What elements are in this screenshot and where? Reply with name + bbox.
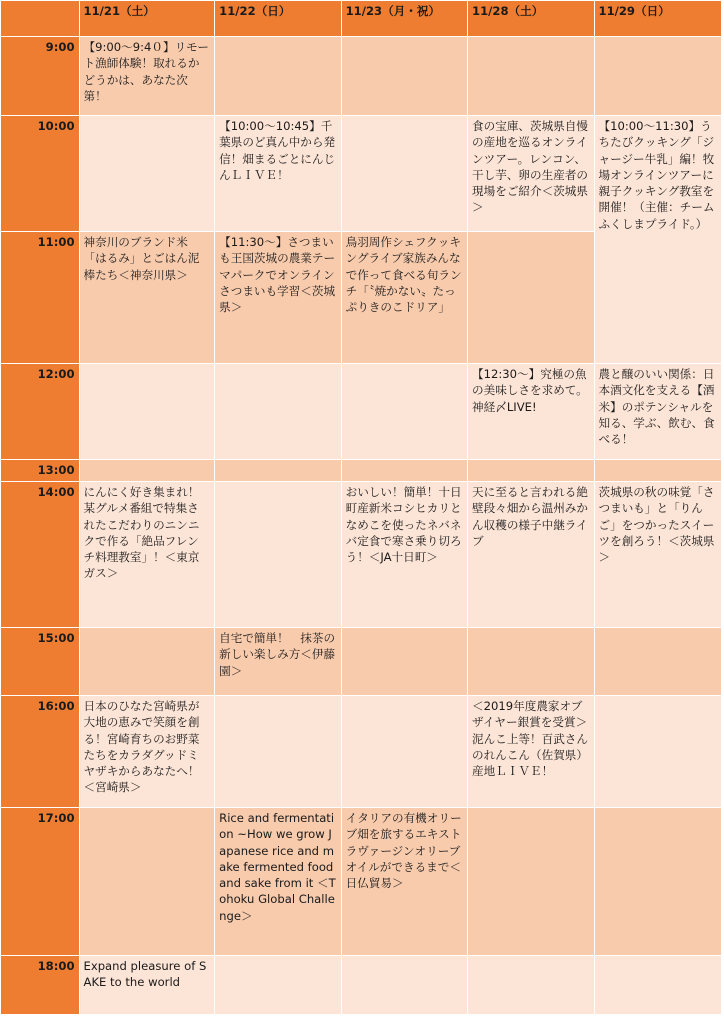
- time-row-1600: [1, 696, 722, 808]
- empty-cell: [468, 37, 594, 116]
- event-1122-1500[interactable]: 自宅で簡単！ 抹茶の新しい楽しみ方＜伊藤園＞: [215, 628, 341, 696]
- event-1121-0900[interactable]: 【9:00～9:4０】リモート漁師体験！取れるかどうかは、あなた次第！: [79, 37, 215, 116]
- empty-cell: [341, 37, 467, 116]
- time-row-1000: [1, 116, 722, 232]
- day-header-1123: 11/23（月・祝）: [341, 1, 467, 37]
- time-row-1700: [1, 808, 722, 956]
- empty-cell: [594, 956, 722, 1015]
- time-row-1200: [1, 364, 722, 460]
- time-row-1500: [1, 628, 722, 696]
- empty-cell: [79, 628, 215, 696]
- empty-cell: [215, 364, 341, 460]
- empty-cell: [215, 482, 341, 628]
- event-1123-1700[interactable]: イタリアの有機オリーブ畑を旅するエキストラヴァージンオリーブオイルができるまで＜日仏貿易＞: [341, 808, 467, 956]
- empty-cell: [341, 364, 467, 460]
- time-row-0900: [1, 37, 722, 116]
- time-label-1600: 16:00: [1, 696, 80, 808]
- empty-cell: [215, 956, 341, 1015]
- empty-cell: [341, 116, 467, 232]
- event-1128-1000[interactable]: 食の宝庫、茨城県自慢の産地を巡るオンラインツアー。レンコン、干し芋、卵の生産者の現場をご紹介＜茨城県＞: [468, 116, 594, 232]
- event-1129-1000[interactable]: 【10:00～11:30】うちたびクッキング「ジャージー牛乳」編！牧場オンラインツアーに親子クッキング教室を開催！（主催：チームふくしまプライド。）: [594, 116, 722, 364]
- event-1122-1700[interactable]: Rice and fermentation ~How we grow Japanese rice and make fermented food and sake from it ＜Tohoku Global Challenge＞: [215, 808, 341, 956]
- empty-cell: [79, 808, 215, 956]
- event-1123-1100[interactable]: 鳥羽周作シェフクッキングライブ家族みんなで作って食べる旬ランチ「〝焼かない〟たっぷりきのこドリア」: [341, 232, 467, 364]
- day-header-1121: 11/21（土）: [79, 1, 215, 37]
- empty-cell: [594, 696, 722, 808]
- empty-cell: [215, 37, 341, 116]
- event-1123-1400[interactable]: おいしい！簡単！十日町産新米コシヒカリとなめこを使ったネバネバ定食で寒さ乗り切ろう！＜JA十日町＞: [341, 482, 467, 628]
- empty-cell: [341, 956, 467, 1015]
- header-row: [1, 1, 722, 37]
- empty-cell: [468, 628, 594, 696]
- empty-cell: [341, 628, 467, 696]
- empty-cell: [594, 628, 722, 696]
- empty-cell: [341, 460, 467, 482]
- event-1128-1400[interactable]: 天に至ると言われる絶壁段々畑から温州みかん収穫の様子中継ライブ: [468, 482, 594, 628]
- time-label-0900: 9:00: [1, 37, 80, 116]
- event-1121-1400[interactable]: にんにく好き集まれ！某グルメ番組で特集されたこだわりのニンニクで作る「絶品フレンチ料理教室」！＜東京ガス＞: [79, 482, 215, 628]
- time-label-1800: 18:00: [1, 956, 80, 1015]
- empty-cell: [594, 460, 722, 482]
- empty-cell: [79, 364, 215, 460]
- time-label-1400: 14:00: [1, 482, 80, 628]
- empty-cell: [341, 696, 467, 808]
- event-1122-1000[interactable]: 【10:00～10:45】千葉県のど真ん中から発信！畑まるごとにんじんＬＩＶＥ！: [215, 116, 341, 232]
- event-1128-1200[interactable]: 【12:30～】究極の魚の美味しさを求めて。神経〆LIVE!: [468, 364, 594, 460]
- time-label-1500: 15:00: [1, 628, 80, 696]
- empty-cell: [468, 460, 594, 482]
- empty-cell: [215, 460, 341, 482]
- event-1129-1400[interactable]: 茨城県の秋の味覚「さつまいも」と「りんご」をつかったスイーツを創ろう！＜茨城県＞: [594, 482, 722, 628]
- event-1121-1600[interactable]: 日本のひなた宮崎県が大地の恵みで笑顔を創る！宮崎育ちのお野菜たちをカラダグッドミヤザキからあなたへ！＜宮崎県＞: [79, 696, 215, 808]
- event-1129-1200[interactable]: 農と醸のいい関係：日本酒文化を支える【酒米】のポテンシャルを知る、学ぶ、飲む、食べる！: [594, 364, 722, 460]
- empty-cell: [468, 232, 594, 364]
- time-label-1300: 13:00: [1, 460, 80, 482]
- time-label-1000: 10:00: [1, 116, 80, 232]
- time-label-1100: 11:00: [1, 232, 80, 364]
- event-1128-1600[interactable]: ＜2019年度農家オブザイヤー銀賞を受賞＞泥んこ上等！百武さんのれんこん（佐賀県）産地ＬＩＶＥ！: [468, 696, 594, 808]
- event-1122-1100[interactable]: 【11:30～】さつまいも王国茨城の農業テーマパークでオンラインさつまいも学習＜茨城県＞: [215, 232, 341, 364]
- time-row-1800: [1, 956, 722, 1015]
- time-label-1700: 17:00: [1, 808, 80, 956]
- time-row-1300: [1, 460, 722, 482]
- day-header-1122: 11/22（日）: [215, 1, 341, 37]
- empty-cell: [594, 37, 722, 116]
- day-header-1128: 11/28（土）: [468, 1, 594, 37]
- time-row-1400: [1, 482, 722, 628]
- time-label-1200: 12:00: [1, 364, 80, 460]
- empty-cell: [594, 808, 722, 956]
- empty-cell: [79, 460, 215, 482]
- empty-cell: [468, 956, 594, 1015]
- day-header-1129: 11/29（日）: [594, 1, 722, 37]
- empty-cell: [215, 696, 341, 808]
- header-corner: [1, 1, 80, 37]
- event-1121-1800[interactable]: Expand pleasure of SAKE to the world: [79, 956, 215, 1015]
- empty-cell: [79, 116, 215, 232]
- empty-cell: [468, 808, 594, 956]
- event-1121-1100[interactable]: 神奈川のブランド米「はるみ」とごはん泥棒たち＜神奈川県＞: [79, 232, 215, 364]
